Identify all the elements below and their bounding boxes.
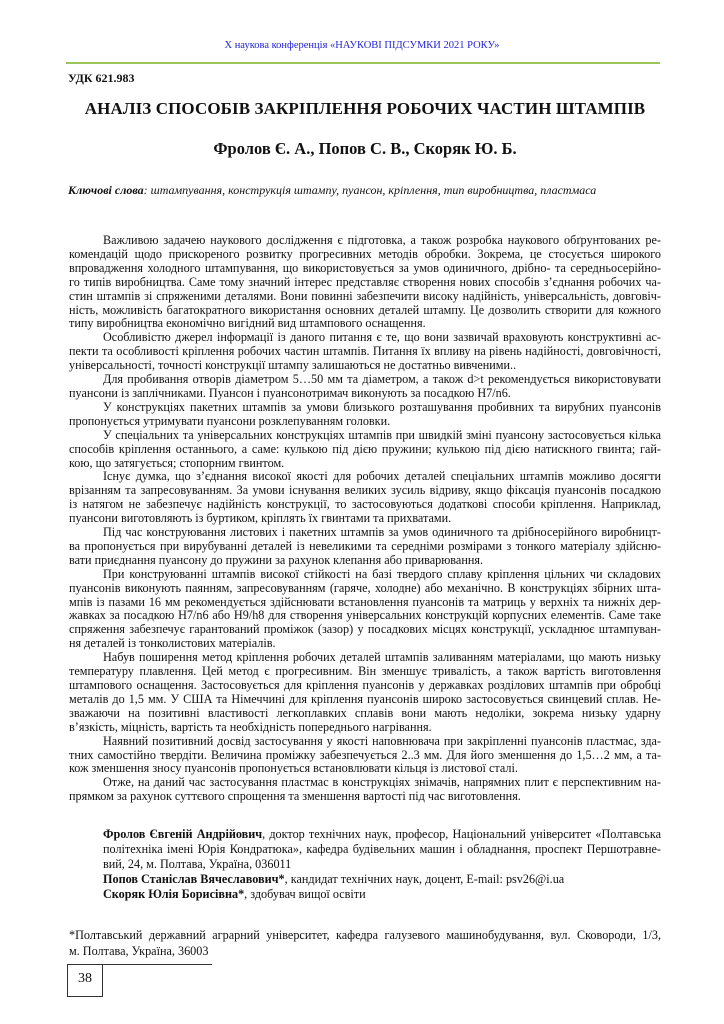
conference-header: X наукова конференція «НАУКОВІ ПІДСУМКИ 2021 РОКУ» [224, 40, 500, 51]
paragraph-line: врізанням та запресовуванням. За умови існування великих зусиль відриву, якщо фіксація пуансонів посадкою [69, 483, 661, 498]
paragraph-line: пекти та особливості кріплення робочих частин штампів. Питання їх впливу на рівень надійності, довговічності, [69, 344, 661, 359]
paragraph-line: Набув поширення метод кріплення робочих деталей штампів заливанням матеріалами, що мають низьку [103, 650, 661, 665]
paragraph-line: типу виробництва економічно вигідний вид штампового оснащення. [69, 316, 426, 331]
paragraph-line: ва пропонується при вирубуванні деталей із невеликими та середніми розмірами з тонкого матеріалу здійсню- [69, 538, 661, 553]
header-rule [66, 62, 660, 64]
paragraph-line: жавках за посадкою H7/n6 або H9/h8 для створення універсальних конструкцій корпусних елементів. Саме таке [69, 608, 661, 623]
paragraph-line: кож зменшення зносу пуансонів пропонується встановлювати кільця із листової сталі. [69, 761, 518, 776]
paragraph-line: го типів виробництва. Саме тому значний інтерес представляє створення нових способів з’єднання робочих ча- [69, 274, 661, 289]
author-info-line [103, 857, 661, 872]
paragraph [69, 568, 661, 651]
paragraph-line: пуансони із заплічниками. Пуансон і пуансонотримач виконують за посадкою H7/n6. [69, 385, 511, 400]
footnote-line: м. Полтава, Україна, 36003 [69, 944, 209, 958]
author-details: , здобувач вищої освіти [244, 887, 366, 901]
author-info-line [103, 887, 661, 902]
author-info-line [103, 872, 661, 887]
paragraph-line: Особливістю джерел інформації із даного питання є те, що вони зазвичай враховують конструктивні ас- [103, 330, 661, 345]
author-details: , кандидат технічних наук, доцент, E-mail: psv26@i.ua [284, 872, 565, 886]
paragraph-line: пуансонів виконують паянням, запресовуванням (гаряче, холодне) або механічно. В конструкціях збірних шта- [69, 580, 661, 595]
paragraph [69, 470, 661, 526]
paragraph-line: пропонується утримувати пуансони розклепуванням головки. [69, 413, 391, 428]
author-name: Попов Станіслав Вячеславович* [103, 872, 285, 886]
paragraph-line: комендацій щодо прискореного розвитку прогресивних методів обробки. Зокрема, це стосується широкого [69, 246, 661, 261]
paragraph-line: металів до 1,5 мм. У США та Німеччині для кріплення пуансонів широко застосовується свинцевий сплав. Не- [69, 691, 661, 706]
paragraph [69, 651, 661, 734]
paragraph-line: ність, можливість багатократного використання основних деталей штампу. Це дозволить створити для кожного [69, 302, 661, 317]
paragraph [69, 234, 661, 331]
paragraph-line: Важливою задачею наукового дослідження є підготовка, а також розробка наукового обґрунтованих ре- [103, 233, 661, 247]
paragraph-line: Існує думка, що з’єднання високої якості для робочих деталей спеціальних штампів можливо досягти [103, 469, 661, 484]
paragraph [69, 331, 661, 373]
paragraph-line: мпів із пазами 16 мм рекомендується здійснювати встановлення пуансонів та матриць у верхніх та нижніх дер- [69, 594, 661, 609]
footnote-line: *Полтавський державний аграрний університет, кафедра галузевого машинобудування, вул. Сковороди, 1/3, [69, 928, 661, 942]
author-details: , доктор технічних наук, професор, Національний університет «Полтавська [262, 827, 661, 841]
paragraph-line: При конструюванні штампів високої стійкості на базі твердого сплаву кріплення цільних чи складових [103, 566, 661, 581]
paragraph-line: прямком за рахунок суттєвого спрощення та зменшення вартості під час виготовлення. [69, 789, 521, 804]
author-details: вий, 24, м. Полтава, Україна, 036011 [103, 857, 292, 871]
paragraph-line: Наявний позитивний досвід застосування у якості наповнювача при закріпленні пуансонів пластмас, зда- [103, 733, 661, 748]
paragraph-line: температуру плавлення. Цей метод є прогресивним. Він зменшує тривалість, а також вартість виготовлення [69, 664, 661, 679]
paragraph-line: Отже, на даний час застосування пластмас в конструкціях знімачів, напрямних плит є перспективним на- [103, 775, 661, 790]
paragraph [69, 776, 661, 804]
article-title: АНАЛІЗ СПОСОБІВ ЗАКРІПЛЕННЯ РОБОЧИХ ЧАСТИН ШТАМПІВ [84, 99, 646, 118]
keywords-text: : штампування, конструкція штампу, пуансон, кріплення, тип виробництва, пластмаса [143, 183, 597, 197]
author-name: Фролов Євгеній Андрійович [103, 827, 263, 841]
paragraph-line: пуансони виготовляють із буртиком, кріплять їх гвинтами та прихватами. [69, 511, 452, 526]
paragraph-line: тних самостійно твердіти. Величина проміжку забезпечується 2..3 мм. Для його зменшення до 1,5…2 мм, а та- [69, 747, 661, 762]
paragraph [69, 373, 661, 401]
paragraph-line: Під час конструювання листових і пакетних штампів за умов одиничного та дрібносерійного виробницт- [103, 525, 661, 540]
author-info-line [103, 827, 661, 842]
article-body [69, 234, 661, 804]
paragraph-line: вати приєднання пуансону до пружини за рахунок клепання або приварювання. [69, 552, 484, 567]
author-details: політехніка імені Юрія Кондратюка», кафедра будівельних машин і обладнання, проспект Першотравне- [103, 842, 661, 856]
paragraph [69, 526, 661, 568]
paragraph-line: У спеціальних та універсальних конструкціях штампів при швидкій зміні пуансону застосовується кілька [103, 427, 661, 442]
paragraph-line: впровадження холодного штампування, що використовується за умов одиничного, дрібно- та середньосерійно- [69, 260, 661, 275]
paragraph [69, 401, 661, 429]
author-name: Скоряк Юлія Борисівна* [103, 887, 245, 901]
paragraph-line: ня деталей із тонколистових матеріалів. [69, 636, 276, 651]
keywords [68, 183, 596, 198]
paragraph-line: стин штампів зі спряженими деталями. Вони повинні забезпечити високу надійність, універсальність, довговіч- [69, 288, 661, 303]
paragraph-line: У конструкціях пакетних штампів за умови близького розташування пробивних та вирубних пуансонів [103, 399, 661, 414]
keywords-label: Ключові слова [68, 183, 144, 197]
author-info-line [103, 842, 661, 857]
paragraph [69, 429, 661, 471]
paragraph [69, 735, 661, 777]
paragraph-line: кою, що затягується; стопорним гвинтом. [69, 455, 285, 470]
page-number: 38 [67, 964, 103, 997]
paragraph-line: із натягом не забезпечує надійність конструкції, то застосовуються додаткові способи кріплення. Наприклад, [69, 497, 661, 512]
paragraph-line: зважаючи на позитивні властивості легкоплавких сплавів вони мають недоліки, зокрема низьку ударну [69, 705, 661, 720]
udk-code: УДК 621.983 [68, 71, 135, 85]
article-authors: Фролов Є. А., Попов С. В., Скоряк Ю. Б. [213, 139, 517, 158]
footnote [69, 927, 661, 959]
author-info [103, 827, 661, 902]
paragraph-line: спряження забезпечує гарантований проміжок (зазор) у посадкових місцях конструкції, ускладнює штампуван- [69, 622, 661, 637]
paragraph-line: Для пробивання отворів діаметром 5…50 мм та діаметром, а також d>t рекомендується використовувати [103, 372, 661, 387]
paragraph-line: способів кріплення останнього, а саме: кулькою під дією пружини; кулькою під дією натискного гвинта; гай- [69, 441, 661, 456]
paragraph-line: в’язкість, міцність, вартість та необхідність попереднього нагрівання. [69, 719, 432, 734]
paragraph-line: універсальності, точності конструкції штампу залишаються не достатньо вивченими.. [69, 358, 517, 373]
paragraph-line: штампового оснащення. Застосовується для кріплення пуансонів у державках розділових штампів при обробці [69, 678, 661, 692]
